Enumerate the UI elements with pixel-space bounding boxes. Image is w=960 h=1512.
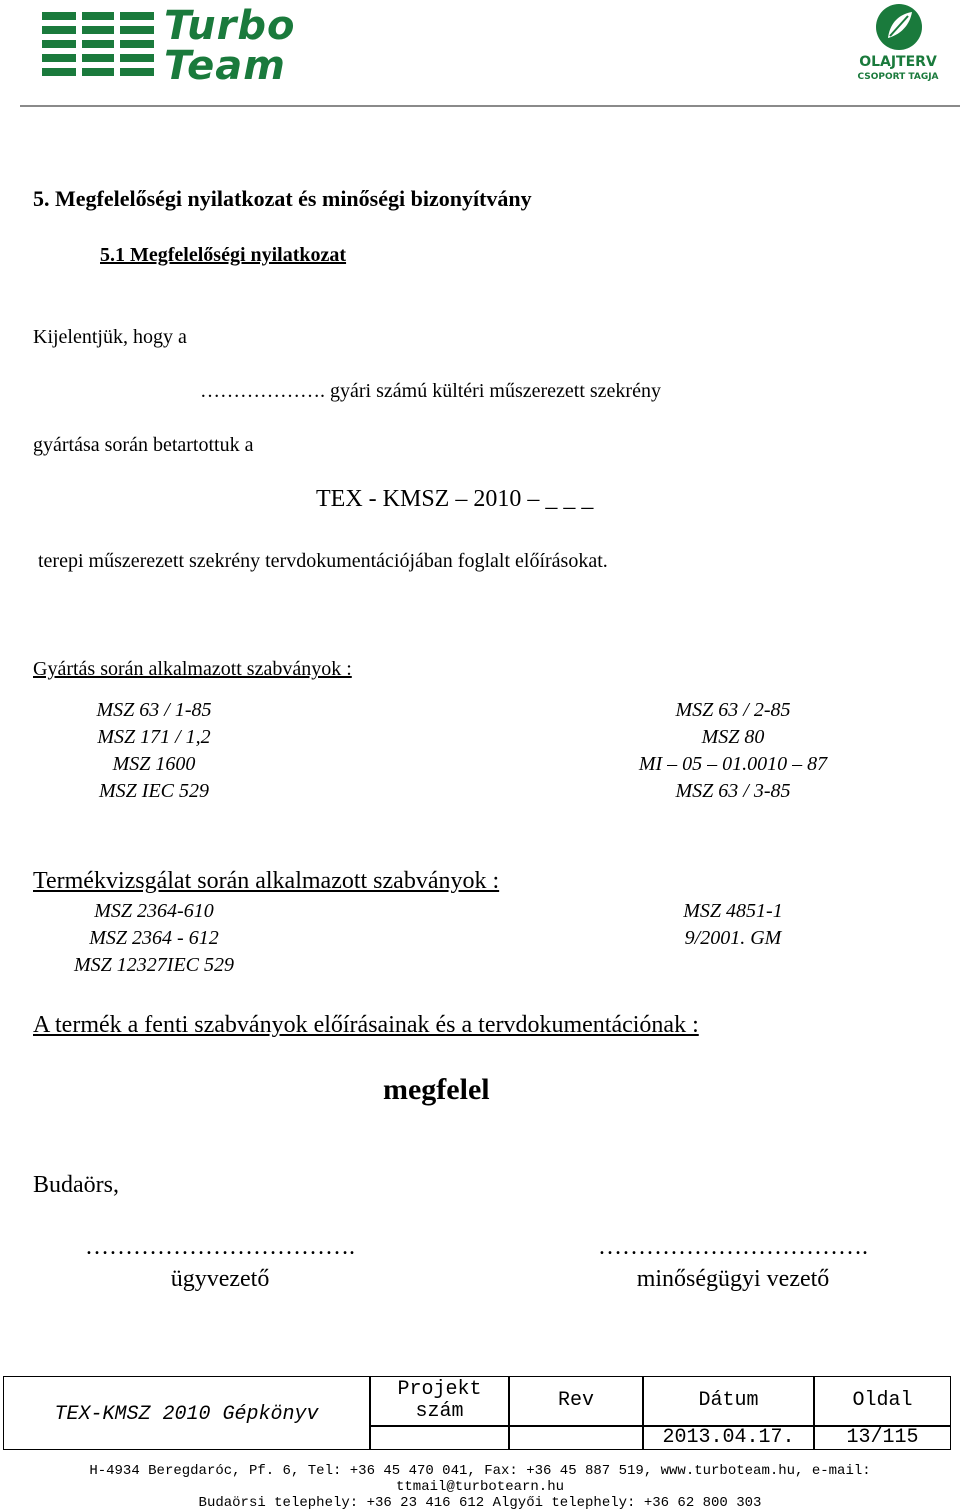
signature-dots-ceo: ……………………………. — [85, 1234, 355, 1260]
footer-val-project — [371, 1427, 508, 1449]
footer-address-line2: ttmail@turbotearn.hu — [395, 1479, 565, 1495]
olajterv-subtitle: CSOPORT TAGJA — [857, 72, 939, 82]
signature-role-ceo: ügyvezető — [170, 1266, 270, 1292]
footer-table — [3, 1376, 951, 1450]
conformity-line: A termék a fenti szabványok előírásainak és a tervdokumentációnak : — [33, 1012, 699, 1038]
footer-val-rev — [510, 1427, 642, 1449]
footer-col-date: Dátum — [698, 1389, 759, 1412]
testing-standards-left — [24, 898, 284, 979]
list-item: MI – 05 – 01.0010 – 87 — [638, 753, 828, 775]
header-divider — [20, 105, 960, 107]
list-item: MSZ 63 / 1-85 — [96, 699, 212, 721]
place: Budaörs, — [33, 1172, 119, 1198]
intro-text: Kijelentjük, hogy a — [33, 326, 187, 348]
footer-val-date: 2013.04.17. — [662, 1426, 795, 1449]
footer-address-line1: H-4934 Beregdaróc, Pf. 6, Tel: +36 45 470 041, Fax: +36 45 887 519, www.turboteam.hu, e-mail: — [89, 1463, 871, 1479]
footer-address-line3: Budaörsi telephely: +36 23 416 612 Algyői telephely: +36 62 800 303 — [198, 1495, 762, 1511]
signature-role-quality: minőségügyi vezető — [636, 1266, 830, 1292]
list-item: MSZ 2364 - 612 — [89, 927, 219, 949]
list-item: MSZ 171 / 1,2 — [97, 726, 211, 748]
list-item: MSZ 4851-1 — [683, 900, 783, 922]
footer-col-project: Projekt szám — [397, 1378, 482, 1423]
footer-doc-name: TEX-KMSZ 2010 Gépkönyv — [54, 1403, 319, 1426]
turbo-team-logo — [42, 3, 342, 89]
verdict: megfelel — [383, 1073, 490, 1106]
description-line: terepi műszerezett szekrény tervdokumentációjában foglalt előírásokat. — [38, 550, 608, 572]
section-title: 5. Megfelelőségi nyilatkozat és minőségi bizonyítvány — [33, 186, 532, 211]
footer-val-page: 13/115 — [846, 1426, 919, 1449]
manufacturing-standards-left — [24, 697, 284, 805]
olajterv-logo — [850, 0, 950, 90]
subsection-title: 5.1 Megfelelőségi nyilatkozat — [100, 244, 347, 266]
logo-word-turbo: Turbo — [164, 3, 296, 49]
turbo-team-logo-mark — [42, 10, 154, 84]
manufacturing-standards-right — [603, 697, 863, 805]
logo-word-team: Team — [164, 43, 286, 89]
list-item: MSZ 80 — [701, 726, 765, 748]
footer-col-rev: Rev — [557, 1389, 594, 1412]
product-code: TEX - KMSZ – 2010 – _ _ _ — [316, 486, 594, 512]
manufacturing-standards-heading: Gyártás során alkalmazott szabványok : — [33, 658, 352, 680]
list-item: MSZ 63 / 3-85 — [675, 780, 791, 802]
during-line: gyártása során betartottuk a — [33, 434, 254, 456]
list-item: MSZ 12327IEC 529 — [74, 954, 234, 976]
footer-col-page: Oldal — [852, 1389, 913, 1412]
testing-standards-heading: Termékvizsgálat során alkalmazott szabványok : — [33, 868, 500, 894]
list-item: 9/2001. GM — [684, 927, 782, 949]
serial-line: ………………. gyári számú kültéri műszerezett szekrény — [200, 380, 661, 402]
list-item: MSZ 2364-610 — [94, 900, 214, 922]
list-item: MSZ IEC 529 — [99, 780, 209, 802]
olajterv-leaf-icon — [874, 2, 924, 52]
list-item: MSZ 63 / 2-85 — [675, 699, 791, 721]
signature-dots-quality: ……………………………. — [598, 1234, 868, 1260]
testing-standards-right — [603, 898, 863, 952]
olajterv-name: OLAJTERV — [859, 54, 937, 70]
list-item: MSZ 1600 — [112, 753, 196, 775]
